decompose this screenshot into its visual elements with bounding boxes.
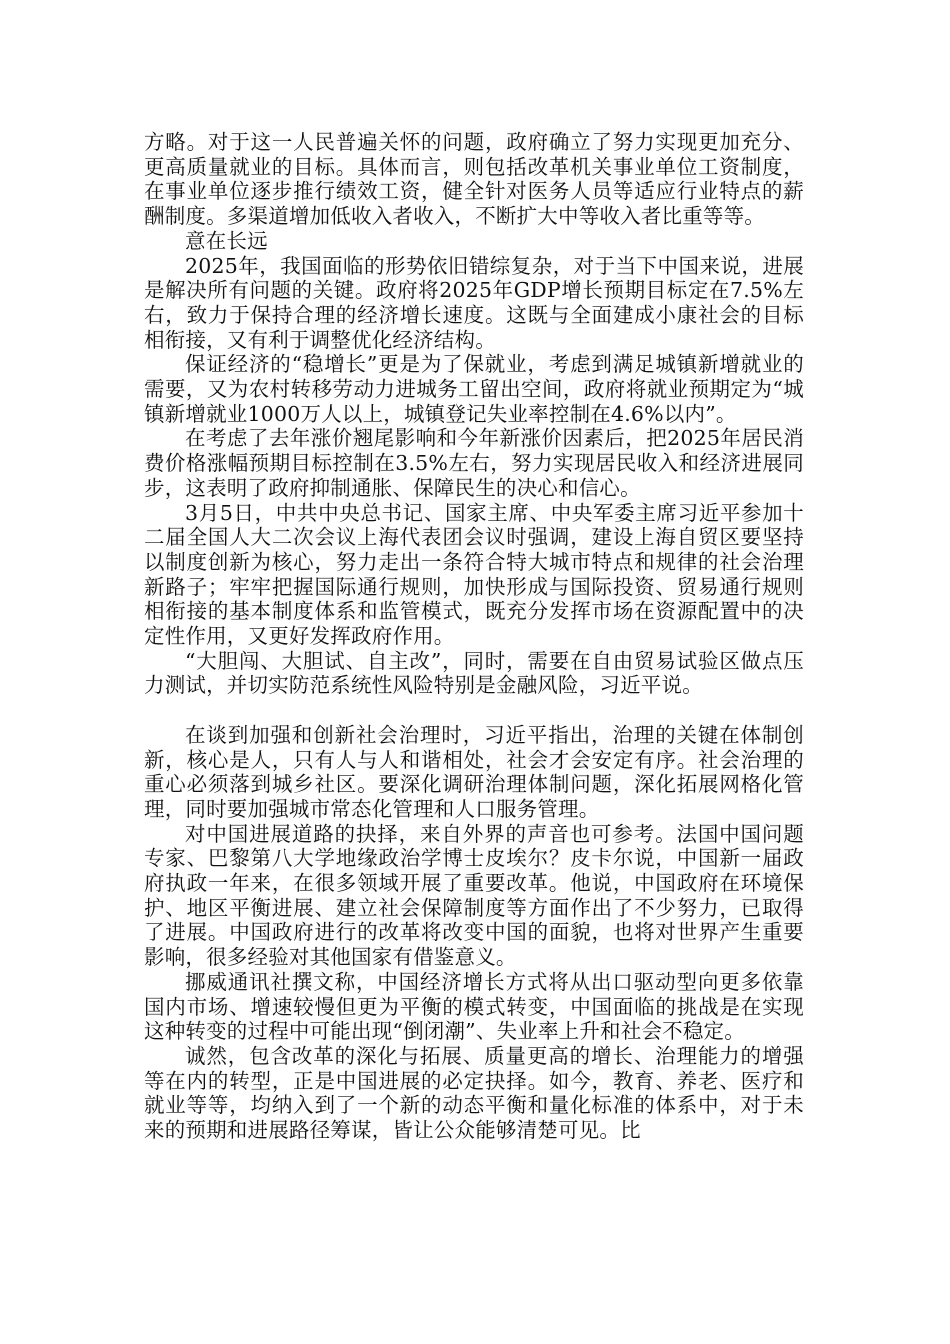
paragraph: 对中国进展道路的抉择，来自外界的声音也可参考。法国中国问题专家、巴黎第八大学地缘政治学博士皮埃尔？皮卡尔说，中国新一届政府执政一年来，在很多领域开展了重要改革。他说，中国政府在环境保护、地区平衡进展、建立社会保障制度等方面作出了不少努力，已取得了进展。中国政府进行的改革将改变中国的面貌，也将对世界产生重要影响，很多经验对其他国家有借鉴意义。	[144, 821, 804, 970]
document-page	[144, 130, 804, 1143]
paragraph: 在谈到加强和创新社会治理时，习近平指出，治理的关键在体制创新，核心是人，只有人与人和谐相处，社会才会安定有序。社会治理的重心必须落到城乡社区。要深化调研治理体制问题，深化拓展网格化管理，同时要加强城市常态化管理和人口服务管理。	[144, 722, 804, 821]
paragraph: 2025年，我国面临的形势依旧错综复杂，对于当下中国来说，进展是解决所有问题的关键。政府将2025年GDP增长预期目标定在7.5%左右，致力于保持合理的经济增长速度。这既与全面建成小康社会的目标相衔接，又有利于调整优化经济结构。	[144, 253, 804, 352]
paragraph: 3月5日，中共中央总书记、国家主席、中央军委主席习近平参加十二届全国人大二次会议上海代表团会议时强调，建设上海自贸区要坚持以制度创新为核心，努力走出一条符合特大城市特点和规律的社会治理新路子；牢牢把握国际通行规则，加快形成与国际投资、贸易通行规则相衔接的基本制度体系和监管模式，既充分发挥市场在资源配置中的决定性作用，又更好发挥政府作用。	[144, 500, 804, 649]
paragraph: 诚然，包含改革的深化与拓展、质量更高的增长、治理能力的增强等在内的转型，正是中国进展的必定抉择。如今，教育、养老、医疗和就业等等，均纳入到了一个新的动态平衡和量化标准的体系中，对于未来的预期和进展路径筹谋，皆让公众能够清楚可见。比	[144, 1044, 804, 1143]
paragraph: “大胆闯、大胆试、自主改”，同时，需要在自由贸易试验区做点压力测试，并切实防范系统性风险特别是金融风险，习近平说。	[144, 648, 804, 698]
paragraph: 在考虑了去年涨价翘尾影响和今年新涨价因素后，把2025年居民消费价格涨幅预期目标控制在3.5%左右，努力实现居民收入和经济进展同步，这表明了政府抑制通胀、保障民生的决心和信心。	[144, 426, 804, 500]
paragraph: 挪威通讯社撰文称，中国经济增长方式将从出口驱动型向更多依靠国内市场、增速较慢但更为平衡的模式转变，中国面临的挑战是在实现这种转变的过程中可能出现“倒闭潮”、失业率上升和社会不稳定。	[144, 969, 804, 1044]
paragraph-continued: 方略。对于这一人民普遍关怀的问题，政府确立了努力实现更加充分、更高质量就业的目标。具体而言，则包括改革机关事业单位工资制度，在事业单位逐步推行绩效工资，健全针对医务人员等适应行业特点的薪酬制度。多渠道增加低收入者收入，不断扩大中等收入者比重等等。	[144, 130, 804, 229]
paragraph: 保证经济的“稳增长”更是为了保就业，考虑到满足城镇新增就业的需要，又为农村转移劳动力进城务工留出空间，政府将就业预期定为“城镇新增就业1000万人以上，城镇登记失业率控制在4.6%以内”。	[144, 352, 804, 426]
blank-line	[144, 698, 804, 723]
section-heading: 意在长远	[185, 228, 268, 253]
